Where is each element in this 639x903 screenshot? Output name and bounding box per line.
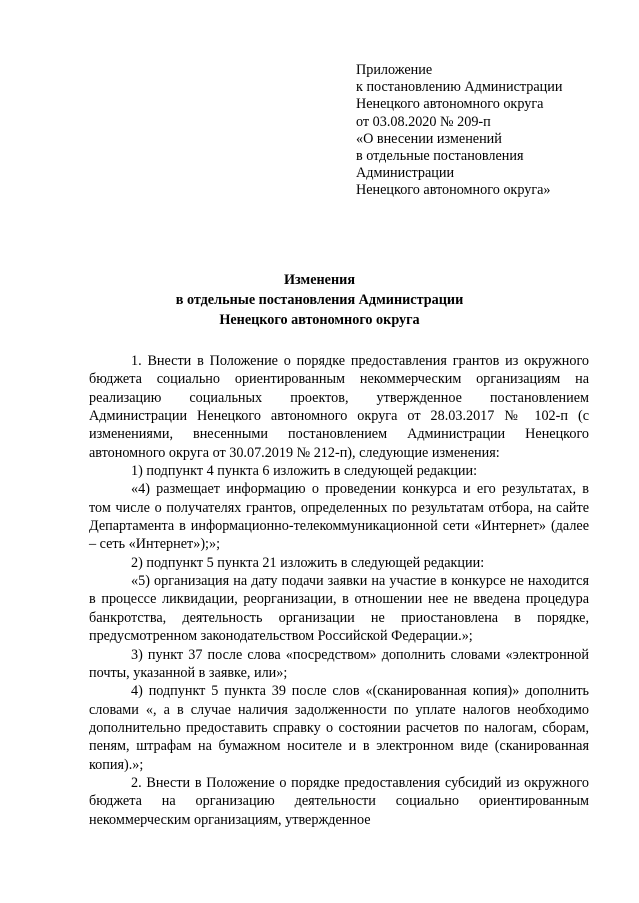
document-title	[0, 270, 639, 330]
appendix-line: «О внесении изменений	[356, 130, 502, 147]
appendix-line: Администрации	[356, 165, 455, 182]
paragraph-item-1: 1. Внести в Положение о порядке предоставления грантов из окружного бюджета социально ориентированным некоммерческим организациям на реализацию социальных проектов, утвержденное постановлением Администрации Ненецкого автономного округа от 28.03.2017 № 102-п (с изменениями, внесенными постановлением Администрации Ненецкого автономного округа от 30.07.2019 № 212-п), следующие изменения:	[89, 353, 589, 461]
paragraph-subitem-3: 3) пункт 37 после слова «посредством» дополнить словами «электронной почты, указанной в заявке, или»;	[89, 646, 589, 681]
paragraph-item-2: 2. Внести в Положение о порядке предоставления субсидий из окружного бюджета на организацию деятельности социально ориентированным некоммерческим организациям, утвержденное	[89, 774, 589, 828]
paragraph-quote-2: «5) организация на дату подачи заявки на участие в конкурсе не находится в процессе ликвидации, реорганизации, в отношении нее не введена процедура банкротства, деятельность организации не приостановлена в порядке, предусмотренном законодательством Российской Федерации.»;	[89, 573, 589, 645]
appendix-block	[356, 62, 562, 200]
document-body	[89, 352, 589, 829]
appendix-line: к постановлению Администрации	[356, 79, 563, 96]
appendix-line: от 03.08.2020 № 209-п	[356, 113, 491, 130]
appendix-line: Приложение	[356, 62, 433, 78]
paragraph-quote-1: «4) размещает информацию о проведении конкурса и его результатах, в том числе о получателях грантов, определенных по результатам отбора, на сайте Департамента в информационно-телекоммуникационной сети «Интернет» (далее – сеть «Интернет»);»;	[89, 481, 589, 553]
paragraph-subitem-2: 2) подпункт 5 пункта 21 изложить в следующей редакции:	[131, 554, 485, 571]
appendix-line: в отдельные постановления	[356, 148, 524, 165]
appendix-line: Ненецкого автономного округа	[356, 96, 544, 113]
title-line: Ненецкого автономного округа	[219, 312, 420, 328]
title-line: Изменения	[284, 272, 355, 288]
paragraph-subitem-4: 4) подпункт 5 пункта 39 после слов «(сканированная копия)» дополнить словами «, а в случае наличия задолженности по уплате налогов необходимо дополнительно предоставить справку о состоянии расчетов по налогам, сборам, пеням, штрафам на бумажном носителе и в электронном виде (сканированная копия).»;	[89, 683, 589, 773]
title-line: в отдельные постановления Администрации	[175, 292, 464, 308]
appendix-line: Ненецкого автономного округа»	[356, 182, 551, 199]
paragraph-subitem-1: 1) подпункт 4 пункта 6 изложить в следующей редакции:	[131, 463, 478, 480]
